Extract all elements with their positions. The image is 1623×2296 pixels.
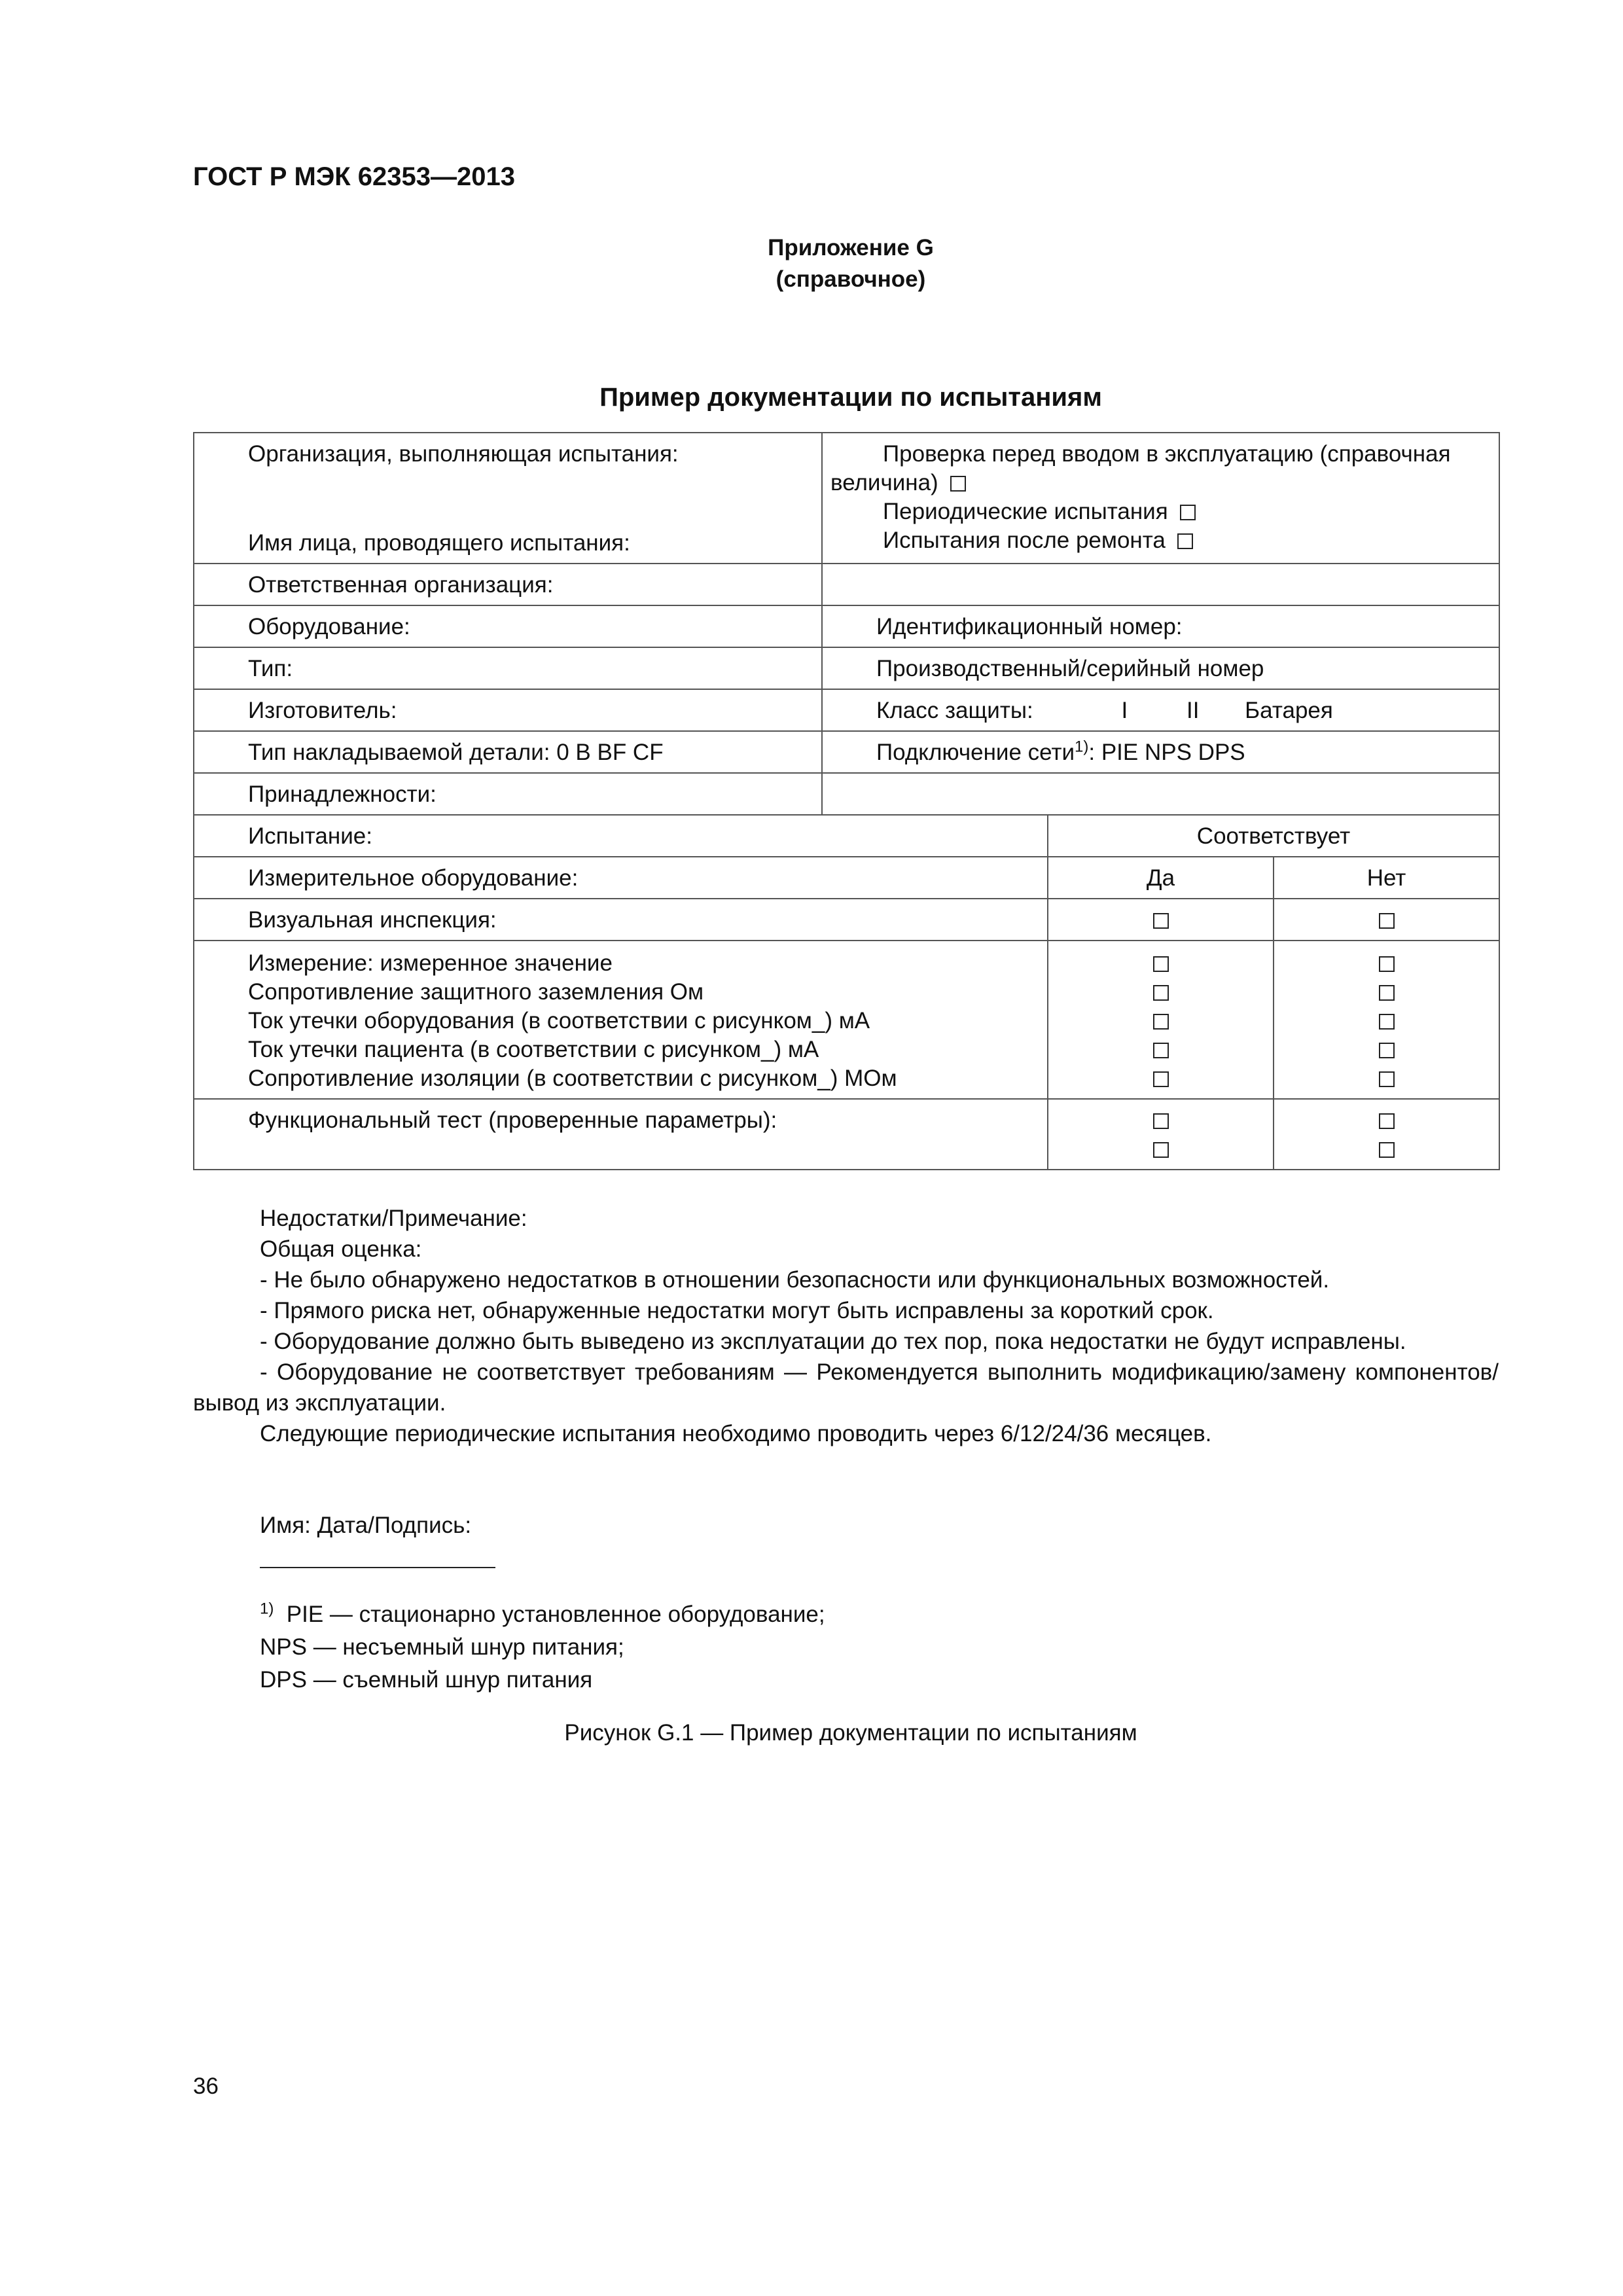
functional-no-cell <box>1274 1099 1499 1170</box>
complies-header: Соответствует <box>1048 815 1499 857</box>
form-row-visual <box>194 899 1499 941</box>
functional-yes-checkbox[interactable] <box>1153 1142 1169 1158</box>
form-row-measuring <box>194 857 1499 899</box>
protection-class-cell <box>822 689 1499 731</box>
measurement-label: Ток утечки оборудования (в соответствии с рисунком_) мА <box>248 1008 870 1033</box>
mains-connection-cell <box>822 731 1499 773</box>
measurement-no-checkbox[interactable] <box>1379 985 1395 1001</box>
accessories-label: Принадлежности: <box>194 773 822 815</box>
test-label: Испытание: <box>194 815 1048 857</box>
measurement-yes-checkbox[interactable] <box>1153 1014 1169 1030</box>
check-commissioning-label-2: величина) <box>830 470 938 495</box>
form-row-equipment <box>194 605 1499 647</box>
assessment-item: - Оборудование должно быть выведено из эксплуатации до тех пор, пока недостатки не будут исправлены. <box>260 1329 1406 1354</box>
notes-section <box>193 1203 1499 1541</box>
form-row-responsible <box>194 564 1499 605</box>
functional-yes-checkbox[interactable] <box>1153 1113 1169 1129</box>
visual-yes-cell <box>1048 899 1274 941</box>
footnote-nps: NPS — несъемный шнур питания; <box>260 1634 624 1660</box>
measurement-yes-checkbox[interactable] <box>1153 1043 1169 1058</box>
functional-no-checkbox[interactable] <box>1379 1113 1395 1129</box>
check-commissioning-label-1: Проверка перед вводом в эксплуатацию (справочная <box>883 441 1451 467</box>
mains-connection-values: : PIE NPS DPS <box>1088 740 1245 765</box>
yes-header: Да <box>1048 857 1274 899</box>
measurement-no-checkbox[interactable] <box>1379 1014 1395 1030</box>
annex-heading <box>0 232 1623 295</box>
responsible-org-value[interactable] <box>822 564 1499 605</box>
page-number: 36 <box>193 2073 219 2099</box>
no-header: Нет <box>1274 857 1499 899</box>
visual-no-checkbox[interactable] <box>1379 913 1395 929</box>
serial-number-label: Производственный/серийный номер <box>822 647 1499 689</box>
form-title: Пример документации по испытаниям <box>599 383 1102 412</box>
check-after-repair-label: Испытания после ремонта <box>883 528 1166 553</box>
measurement-no-checkbox[interactable] <box>1379 1071 1395 1087</box>
mains-connection-footnote-mark: 1) <box>1075 738 1089 756</box>
protection-class-i[interactable]: I <box>1121 698 1128 723</box>
form-row-type <box>194 647 1499 689</box>
footnote-mark: 1) <box>260 1600 274 1618</box>
type-label: Тип: <box>194 647 822 689</box>
commissioning-checkbox[interactable] <box>950 476 966 492</box>
after-repair-checkbox[interactable] <box>1177 533 1193 549</box>
next-test-text: Следующие периодические испытания необходимо проводить через 6/12/24/36 месяцев. <box>260 1421 1212 1446</box>
annex-title: Приложение G <box>768 235 934 260</box>
document-code: ГОСТ Р МЭК 62353—2013 <box>193 162 516 191</box>
check-periodic-row <box>830 497 1491 526</box>
measurements-no-cell <box>1274 941 1499 1099</box>
form-row-header <box>194 433 1499 564</box>
functional-test-label: Функциональный тест (проверенные параметры): <box>194 1099 1048 1170</box>
periodic-checkbox[interactable] <box>1180 505 1196 520</box>
org-cell <box>194 433 822 564</box>
assessment-item: - Прямого риска нет, обнаруженные недостатки могут быть исправлены за короткий срок. <box>260 1298 1214 1323</box>
measurement-no-checkbox[interactable] <box>1379 956 1395 972</box>
footnotes <box>260 1598 825 1696</box>
measurement-no-checkbox[interactable] <box>1379 1043 1395 1058</box>
form-row-manufacturer <box>194 689 1499 731</box>
test-kind-cell <box>822 433 1499 564</box>
form-row-measurements <box>194 941 1499 1099</box>
measurement-label: Сопротивление изоляции (в соответствии с рисунком_) МОм <box>248 1066 897 1091</box>
measurement-yes-checkbox[interactable] <box>1153 1071 1169 1087</box>
assessment-item: - Не было обнаружено недостатков в отношении безопасности или функциональных возможностей. <box>260 1267 1330 1293</box>
form-row-applied-part <box>194 731 1499 773</box>
form-row-test <box>194 815 1499 857</box>
visual-inspection-label: Визуальная инспекция: <box>194 899 1048 941</box>
accessories-value[interactable] <box>822 773 1499 815</box>
mains-connection-label: Подключение сети <box>876 740 1075 765</box>
figure-caption: Рисунок G.1 — Пример документации по испытаниям <box>564 1720 1137 1746</box>
footnote-pie: $^{1)}$ PIE — стационарно установленное оборудование; <box>260 1600 825 1627</box>
footnote-dps: DPS — съемный шнур питания <box>260 1667 593 1693</box>
visual-yes-checkbox[interactable] <box>1153 913 1169 929</box>
id-number-label: Идентификационный номер: <box>822 605 1499 647</box>
measuring-equipment-label: Измерительное оборудование: <box>194 857 1048 899</box>
check-commissioning-row <box>830 469 1491 497</box>
defects-label: Недостатки/Примечание: <box>260 1206 527 1231</box>
check-periodic-label: Периодические испытания <box>883 499 1168 524</box>
org-testing-label: Организация, выполняющая испытания: <box>248 441 679 467</box>
protection-class-battery[interactable]: Батарея <box>1245 698 1333 723</box>
equipment-label: Оборудование: <box>194 605 822 647</box>
functional-no-checkbox[interactable] <box>1379 1142 1395 1158</box>
signature-label: Имя: Дата/Подпись: <box>260 1513 472 1538</box>
overall-assessment-label: Общая оценка: <box>260 1236 422 1262</box>
visual-no-cell <box>1274 899 1499 941</box>
measurements-cell <box>194 941 1048 1099</box>
test-documentation-form <box>193 432 1500 1170</box>
protection-class-label: Класс защиты: <box>876 698 1033 723</box>
assessment-item: - Оборудование не соответствует требованиям — Рекомендуется выполнить модификацию/замену компонентов/вывод из эксплуатации. <box>193 1359 1499 1416</box>
protection-class-ii[interactable]: II <box>1186 698 1200 723</box>
measurement-yes-checkbox[interactable] <box>1153 956 1169 972</box>
responsible-org-label: Ответственная организация: <box>194 564 822 605</box>
measurement-label: Измерение: измеренное значение <box>248 950 613 976</box>
measurement-yes-checkbox[interactable] <box>1153 985 1169 1001</box>
applied-part-label: Тип накладываемой детали: 0 B BF CF <box>194 731 822 773</box>
form-row-accessories <box>194 773 1499 815</box>
form-row-functional <box>194 1099 1499 1170</box>
functional-yes-cell <box>1048 1099 1274 1170</box>
measurement-label: Сопротивление защитного заземления Ом <box>248 979 704 1005</box>
annex-subtitle: (справочное) <box>776 266 926 292</box>
manufacturer-label: Изготовитель: <box>194 689 822 731</box>
measurement-label: Ток утечки пациента (в соответствии с рисунком_) мА <box>248 1037 819 1062</box>
measurements-yes-cell <box>1048 941 1274 1099</box>
tester-name-label: Имя лица, проводящего испытания: <box>248 530 630 556</box>
check-after-repair-row <box>830 526 1491 555</box>
footnote-separator <box>260 1567 495 1568</box>
